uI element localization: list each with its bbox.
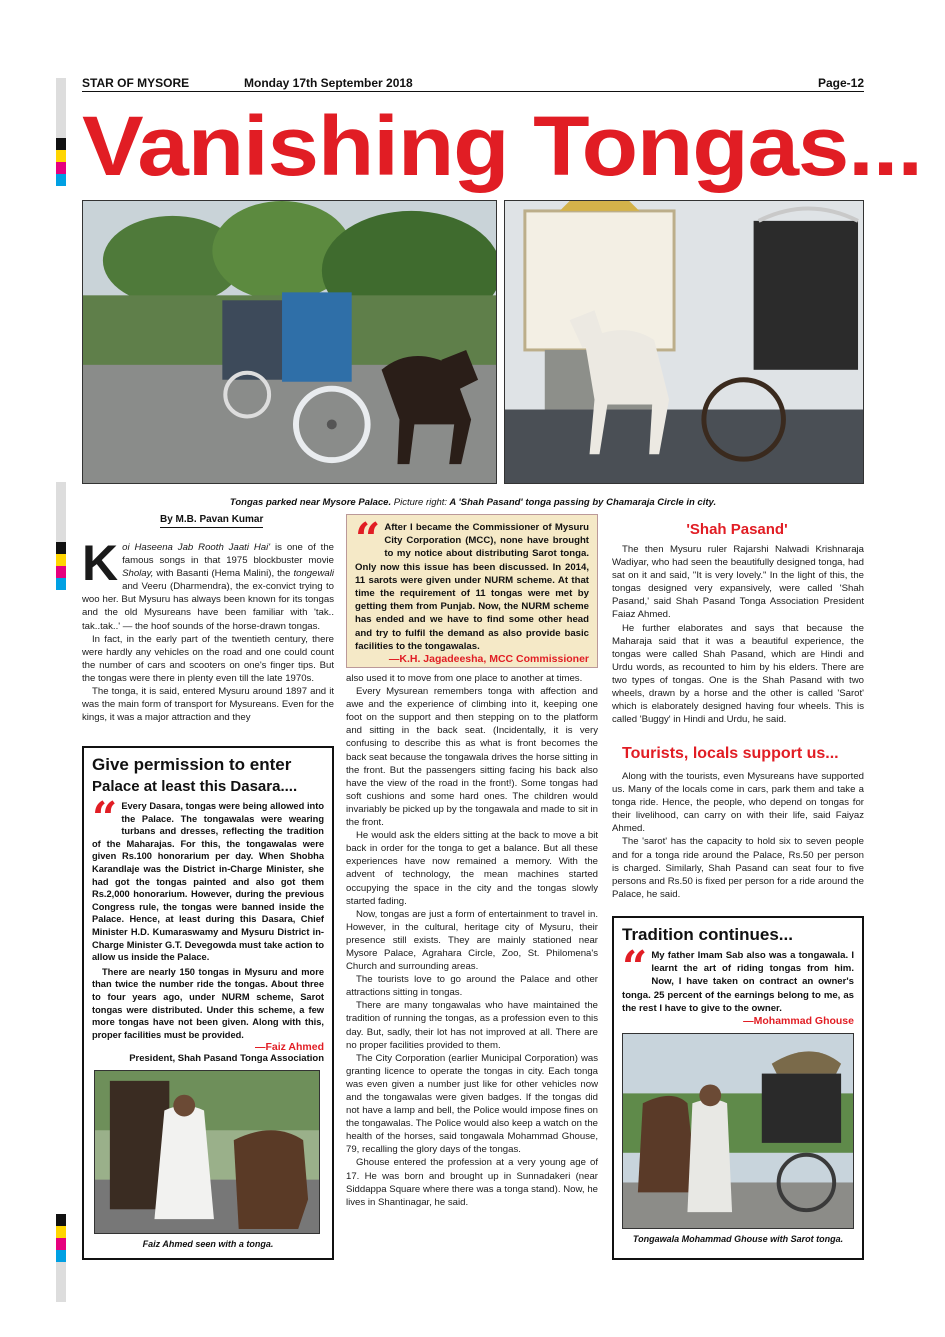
ghouse-photo-caption: Tongawala Mohammad Ghouse with Sarot tonga.	[632, 1234, 844, 1245]
headline: Vanishing Tongas...	[82, 99, 922, 193]
tradition-title: Tradition continues...	[622, 925, 793, 944]
issue-date: Monday 17th September 2018	[244, 76, 413, 90]
paragraph: The tourists love to go around the Palace and other attractions sitting in tongas.	[346, 974, 598, 999]
registration-marks-middle	[56, 482, 66, 590]
drop-cap: K	[82, 535, 119, 591]
permission-attribution: —Faiz Ahmed	[254, 1041, 324, 1054]
mcc-quote-attribution: —K.H. Jagadeesha, MCC Commissioner	[388, 653, 589, 666]
publication-name: STAR OF MYSORE	[82, 76, 190, 90]
article-column-1: Koi Haseena Jab Rooth Jaati Hai' is one of the famous songs in that 1975 blockbuster movie Sholay, with Basanti (Hema Malini), the tongewali and Veeru (Dharmendra), the ex-convict trying to woo her. But Mysuru has always been known for its tongas and the old Mysureans have been familiar with 'tak.. tak..tak..' — the hoof sounds of the horse-drawn tongas. In fact, in the early part of the twentieth century, there were hardly any vehicles on the road and one could count the number of cars and scooters on one's finger tips. But the tongas were there in plenty even till the late 1970s. The tonga, it is said, entered Mysuru around 1897 and it was the main form of transport for Mysureans. Even for the kings, it was a major attraction and they	[82, 535, 335, 724]
permission-box: Give permission to enter Palace at least this Dasara.... “ Every Dasara, tongas were being allowed into the Palace. The tongawalas were wearing turbans and dresses, reflecting the tradition of the Maharajas. For this, the tongawalas were given Rs.100 honorarium per day. When Shobha Karandlaje was the District in-Charge Minister, she had got the tongas painted and also got them Rs.2,000 honorarium. However, during the previous Congress rule, the tongas were banned inside the Palace. Hence, at least during this Dasara, Chief Minister H.D. Kumaraswamy and Mysuru District in-Charge Minister G.T. Devegowda must take action to allow us inside the Palace. There are nearly 150 tongas in Mysuru and more than twice the number ride the tongas. About three to four years ago, under NURM scheme, Sarot tongas were distributed. Under this scheme, a few more tongas have not been given. Along with this, proper facilities must be provided. —Faiz Ahmed President, Shah Pasand Tonga Association Faiz Ahmed seen with a tonga.	[82, 746, 334, 1260]
page-number: Page-12	[817, 76, 864, 90]
photo-faiz-ahmed	[94, 1070, 320, 1234]
paragraph: The tonga, it is said, entered Mysuru around 1897 and it was the main form of transport for Mysureans. Even for the kings, it was a major attraction and they	[82, 686, 334, 724]
photo-tongas-near-palace	[82, 200, 497, 484]
paragraph: The 'sarot' has the capacity to hold six to seven people and for a tonga ride around the Palace, Rs.50 per person is charged. Similarly, Shah Pasand can seat four to five persons and Rs.50 is fixed per person for a ride around the Palace, he said.	[612, 836, 864, 900]
shah-pasand-text	[612, 543, 864, 726]
permission-title: Give permission to enter Palace at least this Dasara....	[92, 755, 298, 795]
quote-mark-icon: “	[92, 793, 118, 844]
photo-shah-pasand-tonga	[504, 200, 864, 484]
quote-mark-icon: “	[355, 514, 381, 565]
shah-pasand-heading: 'Shah Pasand'	[686, 521, 788, 538]
paragraph: Every Mysurean remembers tonga with affection and awe and the experience of climbing into it, keeping one foot on the support and then stepping on to the platform and sitting in the back seat. (Incidentally, it is very confusing to describe this as what is front becomes the back seat because the tongawala drives the horse sitting in the front. But the passengers sitting facing his back also have the view of the road in the front!). Some tongas had soft cushions and some hard ones. The children would invariably be picked up by the tongawala and made to sit in the front.	[346, 686, 598, 829]
faiz-photo-caption: Faiz Ahmed seen with a tonga.	[142, 1239, 274, 1250]
tradition-box: Tradition continues... “ My father Imam Sab also was a tongawala. I learnt the art of riding tongas from him. Now, I have taken on contract an owner's tonga. 25 percent of the earnings belong to me, as the rest I have to give to the owner. —Mohammad Ghouse Tongawala Mohammad Ghouse with Sarot tonga.	[612, 916, 864, 1260]
registration-marks-bottom	[56, 1214, 66, 1302]
registration-marks-top	[56, 78, 66, 186]
paragraph: He further elaborates and says that because the Maharaja said that it was a beautiful experience, the tongas were called Shah Pasand, which are Hindi and Urdu words, as recounted to him by his elders. There are two types of tongas. One is the Shah Pasand with two wheels, drawn by a horse and the other is called 'Sarot' which is elaborately designed having four wheels. This is called 'Buggy' in Hindi and Urdu, he said.	[612, 622, 864, 726]
byline: By M.B. Pavan Kumar	[160, 514, 263, 528]
quote-mark-icon: “	[622, 942, 648, 993]
article-column-2	[346, 672, 598, 1209]
tradition-attribution: —Mohammad Ghouse	[743, 1015, 854, 1028]
paragraph: Now, tongas are just a form of entertainment to travel in. However, in the cultural, heritage city of Mysuru, their presence still exists. They are mainly stationed near Mysore Palace, Agrahara Circle, Zoo, St. Philomena's Church and surrounding areas.	[346, 908, 598, 973]
paragraph: The then Mysuru ruler Rajarshi Nalwadi Krishnaraja Wadiyar, who had seen the beautifully designed tonga, had sat on it and said, "It is very lovely." In the light of this, the tongas designed very expansively, were called 'Shah Pasand,' said Shah Pasand Tonga Association President Faiaz Ahmed.	[612, 544, 864, 621]
paragraph: He would ask the elders sitting at the back to move a bit back in order for the tonga to get a balance. But all these experiences have now remained a memory. With the advent of technology, the mean machines started occupying the space in the city and the tongas slowly started fading.	[346, 830, 598, 907]
paragraph: In fact, in the early part of the twentieth century, there were hardly any vehicles on the road and one could count the number of cars and scooters on one's finger tips. But the tongas were there in plenty even till the late 1970s.	[82, 633, 334, 684]
paragraph: There are many tongawalas who have maintained the tradition of running the tongas, as a profession even to this day. But, sadly, their lot has not improved at all. There are no proper facilities provided to them.	[346, 1000, 598, 1051]
tourists-heading: Tourists, locals support us...	[622, 745, 839, 762]
paragraph: The City Corporation (earlier Municipal Corporation) was granting licence to operate the tongas in city. Each tonga was even given a number just like for other vehicles now and the tongawalas were given badges. If the tongas did not have a lamp and bell, the Police would impose fines on the tongawalas. The Police would also keep a watch on the health of the horses, said tongawala Mohammad Ghouse, 79, recalling the glory days of the tongas.	[346, 1052, 598, 1156]
page-header	[82, 76, 864, 92]
permission-attribution-role: President, Shah Pasand Tonga Association	[129, 1053, 324, 1065]
top-photo-caption: Tongas parked near Mysore Palace. Picture right: A 'Shah Pasand' tonga passing by Chamaraja Circle in city.	[229, 497, 717, 508]
mcc-commissioner-quote: “ After I became the Commissioner of Mysuru City Corporation (MCC), none have brought to my notice about distributing Sarot tonga. Only now this issue has been discussed. In 2014, 11 sarots were given under NURM scheme. At that time the requirement of 11 tongas were met by getting them from Punjab. Now, the NURM scheme has ended and we have to find some other head and try to fulfil the demand as also provide basic facilities to the tongawalas. —K.H. Jagadeesha, MCC Commissioner	[346, 514, 598, 668]
paragraph: Ghouse entered the profession at a very young age of 17. He was born and brought up in Sunnadakeri (near Siddappa Square where there was a tonga stand). Now, he lives in Shantinagar, he said.	[346, 1157, 598, 1208]
tourists-text	[612, 770, 864, 901]
photo-mohammad-ghouse	[622, 1033, 854, 1229]
paragraph: also used it to move from one place to another at times.	[346, 673, 583, 684]
paragraph: Along with the tourists, even Mysureans have supported us. Many of the locals come in cars, park them and take a tonga ride. Hence, the people, who depend on tongas for their livelihood, can carry on with their life, said Faiyaz Ahmed.	[612, 771, 864, 835]
